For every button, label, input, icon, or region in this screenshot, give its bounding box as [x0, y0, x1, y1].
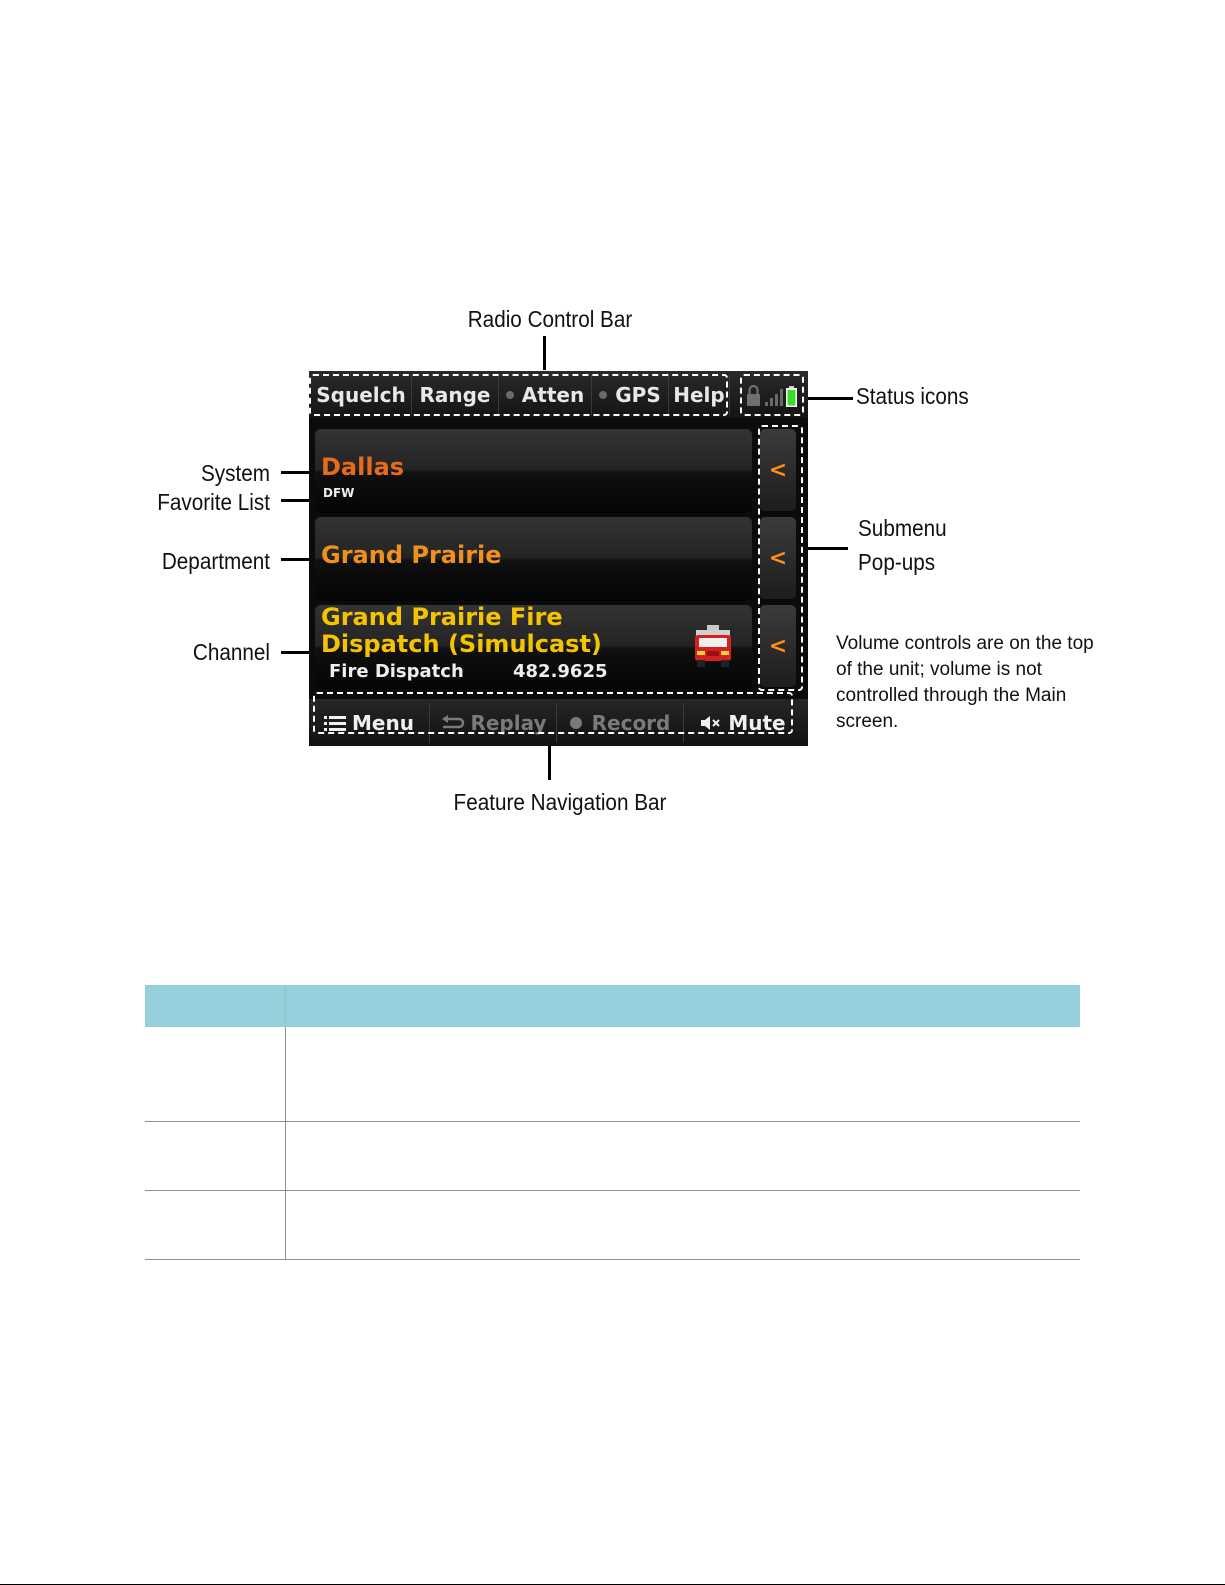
service-type: Fire Dispatch — [329, 661, 464, 682]
department-row[interactable] — [315, 517, 752, 601]
table-header-row — [145, 985, 1080, 1027]
favorite-list-label: Favorite List — [157, 489, 270, 515]
gps-label: GPS — [615, 382, 661, 407]
mute-label: Mute — [728, 710, 786, 735]
radio-control-bar-leader — [543, 336, 546, 370]
record-label: Record — [591, 710, 671, 735]
system-submenu-button[interactable] — [760, 429, 796, 511]
range-label: Range — [419, 382, 491, 407]
department-submenu-button[interactable] — [760, 517, 796, 599]
table-row — [145, 1191, 1080, 1260]
gps-indicator-icon — [599, 391, 607, 399]
gps-button[interactable] — [592, 375, 669, 415]
feature-navigation-bar-leader — [548, 746, 551, 780]
signal-icon — [765, 389, 783, 406]
menu-list-icon — [324, 715, 346, 731]
record-button[interactable] — [557, 703, 684, 743]
lock-icon — [747, 386, 760, 406]
atten-label: Atten — [521, 382, 585, 407]
menu-button[interactable] — [309, 703, 430, 743]
range-button[interactable] — [412, 375, 499, 415]
battery-icon — [786, 386, 797, 407]
feature-navigation-bar-label: Feature Navigation Bar — [453, 789, 667, 815]
channel-row[interactable] — [315, 605, 752, 689]
scanner-main-screen — [309, 371, 808, 746]
radio-control-bar — [309, 371, 808, 418]
feature-navigation-bar — [309, 699, 808, 746]
channel-label: Channel — [192, 639, 270, 665]
chevron-left-icon: < — [768, 633, 788, 659]
system-label: System — [200, 460, 270, 486]
fire-truck-icon — [691, 623, 735, 673]
squelch-label: Squelch — [316, 382, 406, 407]
help-label: Help — [673, 382, 725, 407]
status-icons-leader — [808, 397, 853, 400]
channel-name-line1: Grand Prairie Fire — [321, 603, 563, 631]
submenu-label-line1: Submenu — [858, 515, 947, 541]
channel-name-line2: Dispatch (Simulcast) — [321, 630, 602, 658]
replay-label: Replay — [470, 710, 547, 735]
menu-label: Menu — [352, 710, 414, 735]
replay-button[interactable] — [430, 703, 557, 743]
frequency: 482.9625 — [513, 661, 608, 682]
table-row — [145, 1027, 1080, 1122]
department-label: Department — [161, 548, 270, 574]
mute-button[interactable] — [684, 703, 802, 743]
volume-note: Volume controls are on the top of the unit; volume is not controlled through the Main screen. — [836, 633, 1094, 732]
department-name: Grand Prairie — [321, 541, 502, 569]
favorite-list-name: DFW — [323, 486, 355, 500]
chevron-left-icon: < — [768, 545, 788, 571]
speaker-mute-icon — [700, 715, 722, 731]
table-row — [145, 1122, 1080, 1191]
atten-button[interactable] — [499, 375, 592, 415]
replay-icon — [439, 715, 465, 731]
help-button[interactable] — [669, 375, 730, 415]
system-name: Dallas — [321, 453, 405, 481]
submenu-label-line2: Pop-ups — [858, 549, 936, 575]
atten-indicator-icon — [506, 391, 514, 399]
record-icon — [570, 717, 582, 729]
radio-control-bar-label: Radio Control Bar — [467, 306, 633, 332]
status-icons-label: Status icons — [856, 383, 969, 409]
submenu-leader — [808, 547, 848, 550]
channel-submenu-button[interactable] — [760, 605, 796, 687]
description-table — [145, 985, 1080, 1260]
system-row[interactable] — [315, 429, 752, 513]
status-icons — [745, 379, 803, 411]
squelch-button[interactable] — [311, 375, 412, 415]
chevron-left-icon: < — [768, 457, 788, 483]
